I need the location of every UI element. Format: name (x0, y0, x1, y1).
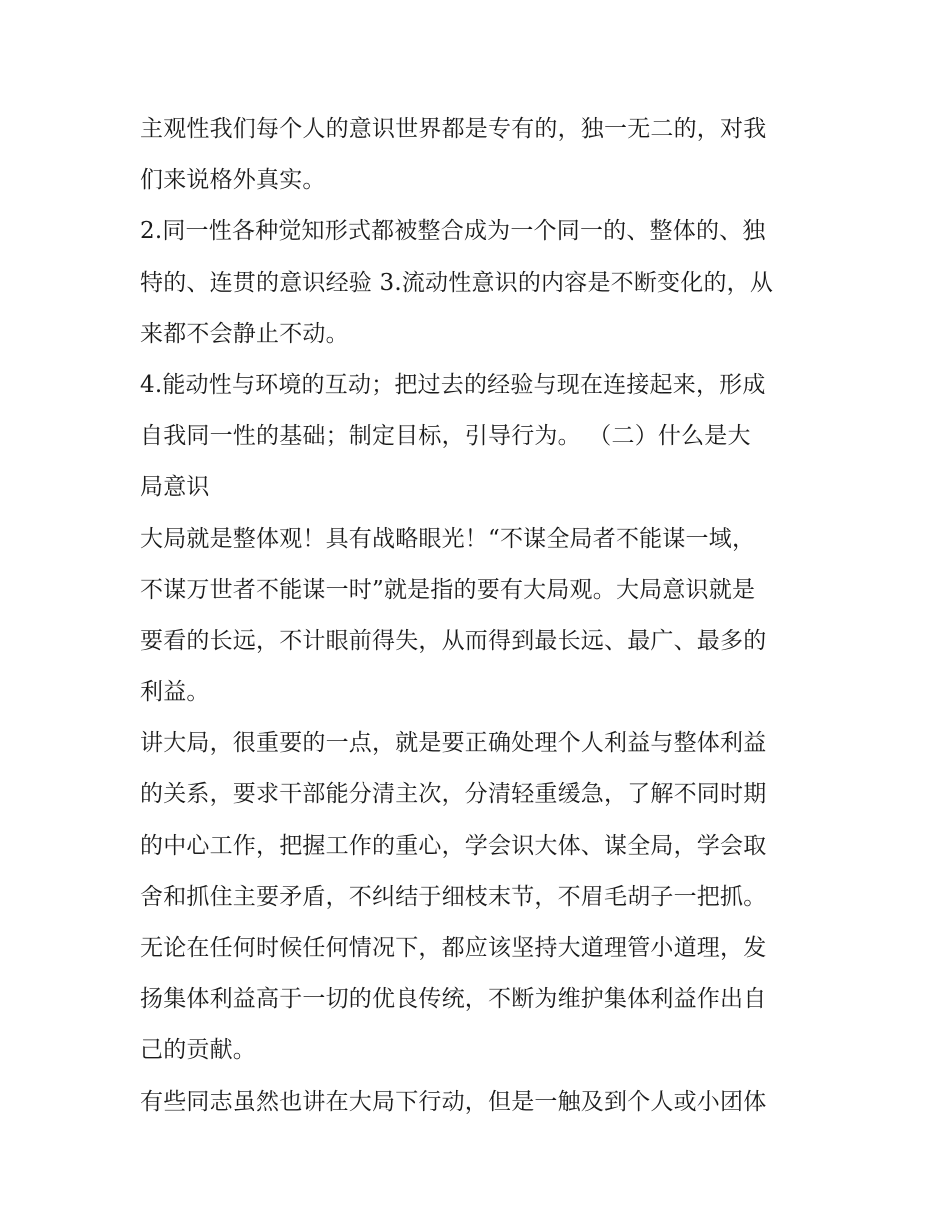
text-line: 讲大局，很重要的一点，就是要正确处理个人利益与整体利益 (140, 730, 767, 757)
document-body (140, 104, 820, 1128)
text-line: 自我同一性的基础；制定目标，引导行为。 （二）什么是大 (140, 423, 751, 450)
text-line: 要看的长远，不计眼前得失，从而得到最长远、最广、最多的 (140, 627, 767, 654)
text-line: 的关系，要求干部能分清主次，分清轻重缓急，了解不同时期 (140, 781, 767, 808)
text-line: 舍和抓住主要矛盾，不纠结于细枝末节，不眉毛胡子一把抓。 (140, 883, 767, 910)
text-line: 有些同志虽然也讲在大局下行动，但是一触及到个人或小团体 (140, 1088, 767, 1115)
text-line: 局意识 (140, 474, 210, 501)
text-line: 们来说格外真实。 (140, 167, 326, 194)
text-line: 4.能动性与环境的互动；把过去的经验与现在连接起来，形成 (140, 371, 766, 398)
text-line: 扬集体利益高于一切的优良传统，不断为维护集体利益作出自 (140, 986, 767, 1013)
text-line: 不谋万世者不能谋一时”就是指的要有大局观。大局意识就是 (140, 576, 756, 603)
text-line: 主观性我们每个人的意识世界都是专有的，独一无二的，对我 (140, 116, 767, 142)
text-line: 无论在任何时候任何情况下，都应该坚持大道理管小道理，发 (140, 935, 767, 961)
text-line: 己的贡献。 (140, 1037, 256, 1064)
text-line: 来都不会静止不动。 (140, 320, 349, 347)
text-line: 利益。 (140, 679, 210, 706)
text-line: 2.同一性各种觉知形式都被整合成为一个同一的、整体的、独 (140, 218, 766, 245)
text-line: 特的、连贯的意识经验 3.流动性意识的内容是不断变化的，从 (140, 269, 774, 296)
text-line: 大局就是整体观！具有战略眼光！“不谋全局者不能谋一域， (140, 525, 756, 552)
text-line: 的中心工作，把握工作的重心，学会识大体、谋全局，学会取 (140, 832, 767, 859)
